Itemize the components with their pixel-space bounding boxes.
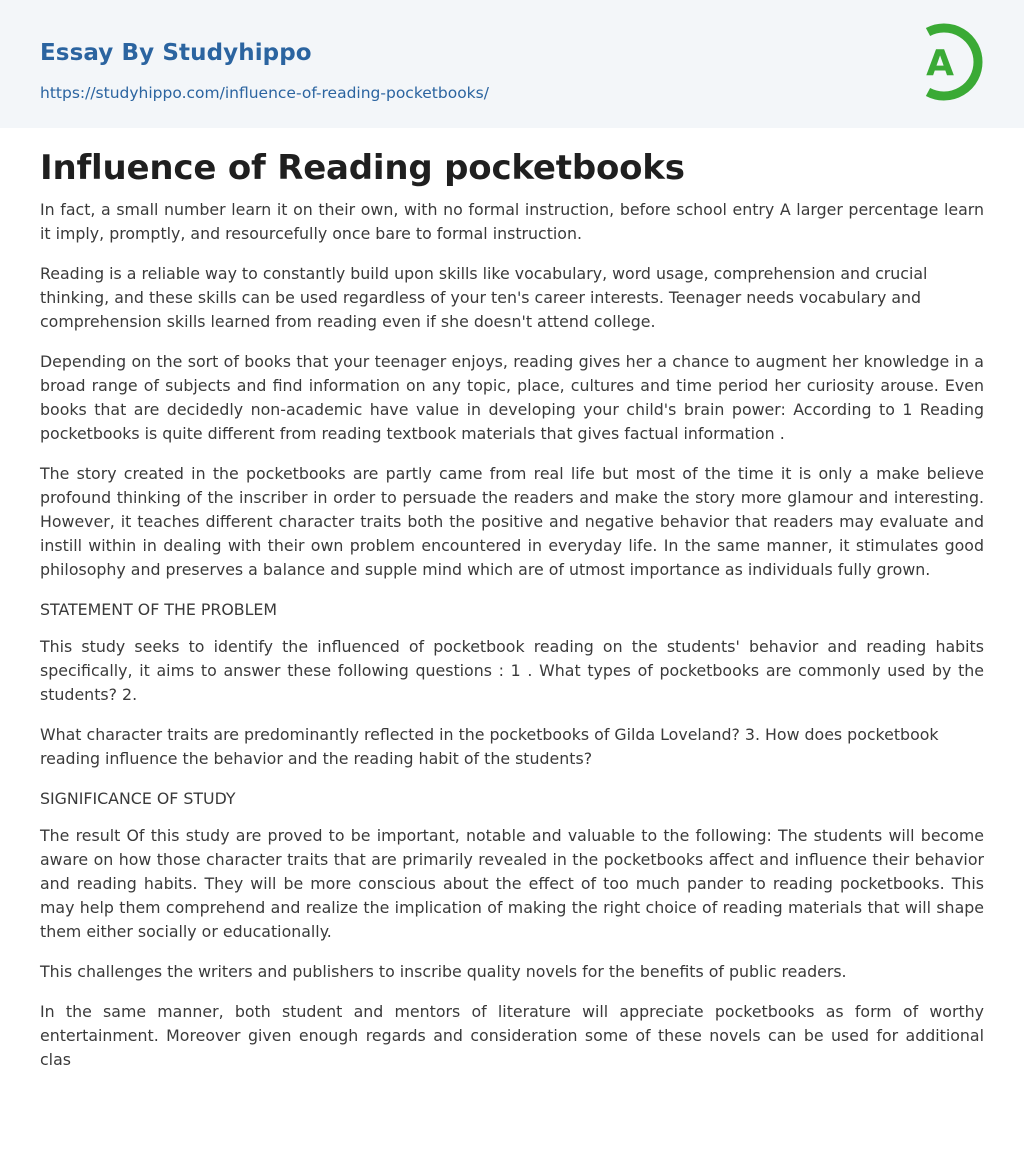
site-brand[interactable]: Essay By Studyhippo (40, 40, 312, 66)
logo-letter: A (926, 43, 954, 84)
paragraph: This challenges the writers and publishers to inscribe quality novels for the benefits of public readers. (40, 962, 847, 981)
studyhippo-logo-icon[interactable] (912, 18, 988, 106)
essay-url-link[interactable]: https://studyhippo.com/influence-of-reading-pocketbooks/ (40, 84, 489, 102)
page-title: Influence of Reading pocketbooks (40, 148, 685, 188)
paragraph: What character traits are predominantly reflected in the pocketbooks of Gilda Loveland? 3. How does pocketbook reading influence the behavior and the reading habit of the students? (40, 725, 939, 768)
site-header (0, 0, 1024, 128)
paragraph: The result Of this study are proved to be important, notable and valuable to the following: The students will become aware on how those character traits that are primarily revealed in the pocketbooks affect and influence their behavior and reading habits. They will be more conscious about the effect of too much pander to reading pocketbooks. This may help them comprehend and realize the implication of making the right choice of reading materials that will shape them either socially or educationally. (40, 826, 984, 941)
paragraph: Reading is a reliable way to constantly build upon skills like vocabulary, word usage, comprehension and crucial thinking, and these skills can be used regardless of your ten's career interests. Teenager needs vocabulary and comprehension skills learned from reading even if she doesn't attend college. (40, 264, 928, 331)
section-heading: SIGNIFICANCE OF STUDY (40, 789, 236, 808)
paragraph: In fact, a small number learn it on their own, with no formal instruction, before school entry A larger percentage learn it imply, promptly, and resourcefully once bare to formal instruction. (40, 200, 984, 243)
paragraph: Depending on the sort of books that your teenager enjoys, reading gives her a chance to augment her knowledge in a broad range of subjects and find information on any topic, place, cultures and time period her curiosity arouse. Even books that are decidedly non-academic have value in developing your child's brain power: According to 1 Reading pocketbooks is quite different from reading textbook materials that gives factual information . (40, 352, 984, 443)
paragraph: In the same manner, both student and mentors of literature will appreciate pocketbooks as form of worthy entertainment. Moreover given enough regards and consideration some of these novels can be used for additional clas (40, 1002, 984, 1069)
paragraph: This study seeks to identify the influenced of pocketbook reading on the students' behavior and reading habits specifically, it aims to answer these following questions : 1 . What types of pocketbooks are commonly used by the students? 2. (40, 637, 984, 704)
article-body (40, 146, 984, 1088)
section-heading: STATEMENT OF THE PROBLEM (40, 600, 278, 619)
paragraph: The story created in the pocketbooks are partly came from real life but most of the time it is only a make believe profound thinking of the inscriber in order to persuade the readers and make the story more glamour and interesting. However, it teaches different character traits both the positive and negative behavior that readers may evaluate and instill within in dealing with their own problem encountered in everyday life. In the same manner, it stimulates good philosophy and preserves a balance and supple mind which are of utmost importance as individuals fully grown. (40, 464, 984, 579)
